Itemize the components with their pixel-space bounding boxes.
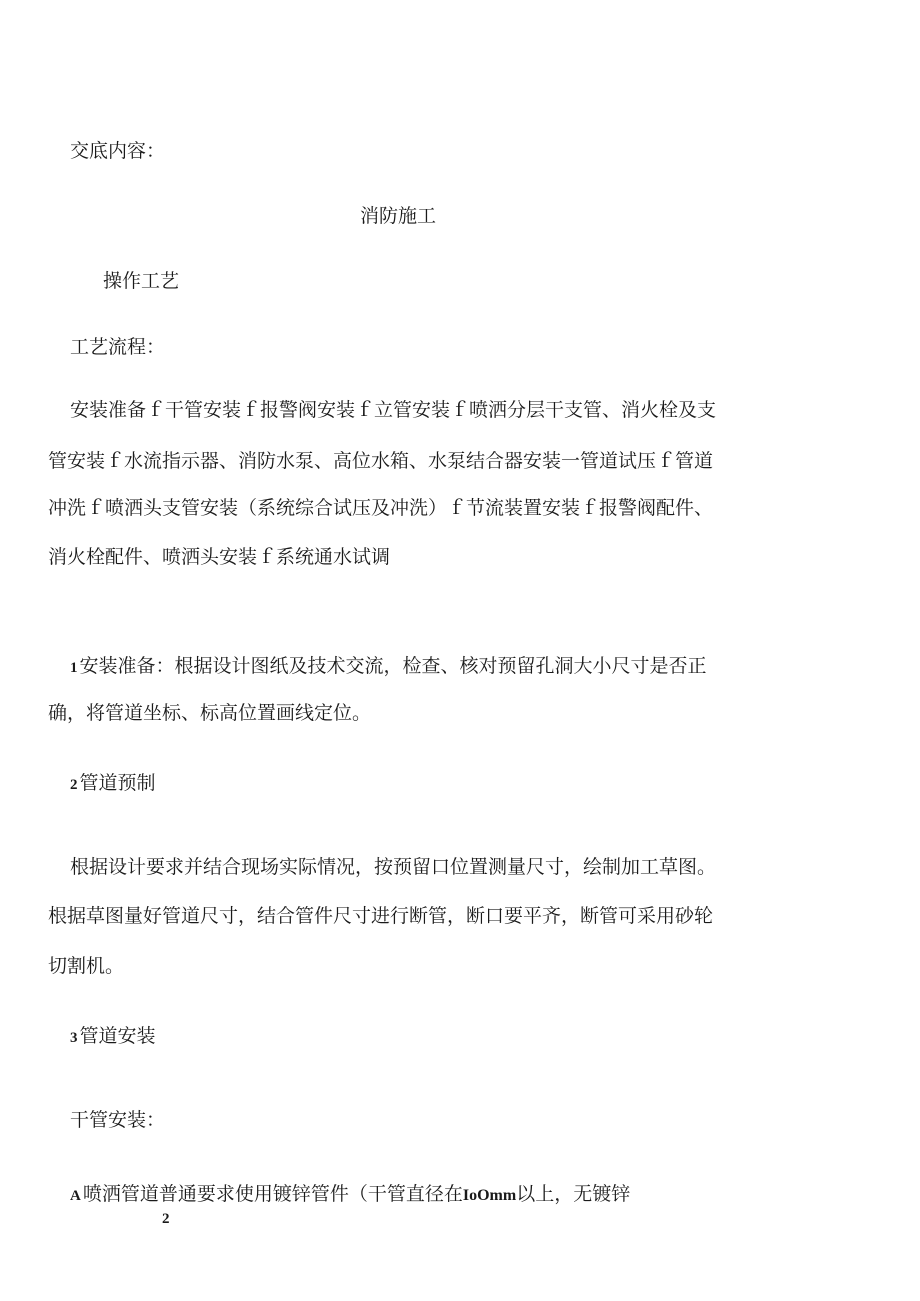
process-line-4: 消火栓配件、喷洒头安装ｆ系统通水试调 [48, 546, 391, 568]
item3-line-a-text-after: 以上，无镀锌 [516, 1183, 631, 1205]
item3-letter: A [70, 1188, 81, 1204]
item3-heading [70, 1024, 156, 1050]
process-line-3: 冲洗ｆ喷洒头支管安装（系统综合试压及冲洗）ｆ节流装置安装ｆ报警阀配件、 [48, 497, 714, 519]
item3-line-a-bold: IoOmm [462, 1187, 517, 1204]
page-number: 2 [162, 1211, 170, 1227]
item1-line-2: 确，将管道坐标、标高位置画线定位。 [48, 702, 372, 724]
item2-line-1: 根据设计要求并结合现场实际情况，按预留口位置测量尺寸，绘制加工草图。 [70, 856, 717, 878]
process-label: 工艺流程： [70, 336, 166, 358]
section-heading: 操作工艺 [103, 270, 180, 292]
jiaodi-label: 交底内容： [70, 140, 166, 162]
item2-number: 2 [70, 777, 78, 793]
item2-line-3: 切割机。 [48, 955, 125, 977]
item2-heading-text: 管道预制 [79, 772, 156, 794]
process-line-1: 安装准备ｆ干管安装ｆ报警阀安装ｆ立管安装ｆ喷洒分层干支管、消火栓及支 [70, 399, 717, 421]
item3-number: 3 [70, 1030, 78, 1046]
item3-line-a-text-before: 喷洒管道普通要求使用镀锌管件（干管直径在 [82, 1183, 463, 1205]
item1-line-1 [70, 654, 707, 680]
item2-line-2: 根据草图量好管道尺寸，结合管件尺寸进行断管，断口要平齐，断管可采用砂轮 [48, 905, 714, 927]
process-line-2: 管安装ｆ水流指示器、消防水泵、高位水箱、水泵结合器安装一管道试压ｆ管道 [48, 450, 714, 472]
document-title: 消防施工 [360, 205, 437, 227]
item1-number: 1 [70, 660, 78, 676]
item3-line-a [70, 1182, 630, 1208]
item3-heading-text: 管道安装 [79, 1025, 156, 1047]
item3-sub-label: 干管安装： [70, 1109, 166, 1131]
item2-heading [70, 771, 156, 797]
item1-text-1: 安装准备：根据设计图纸及技术交流，检查、核对预留孔洞大小尺寸是否正 [79, 655, 707, 677]
